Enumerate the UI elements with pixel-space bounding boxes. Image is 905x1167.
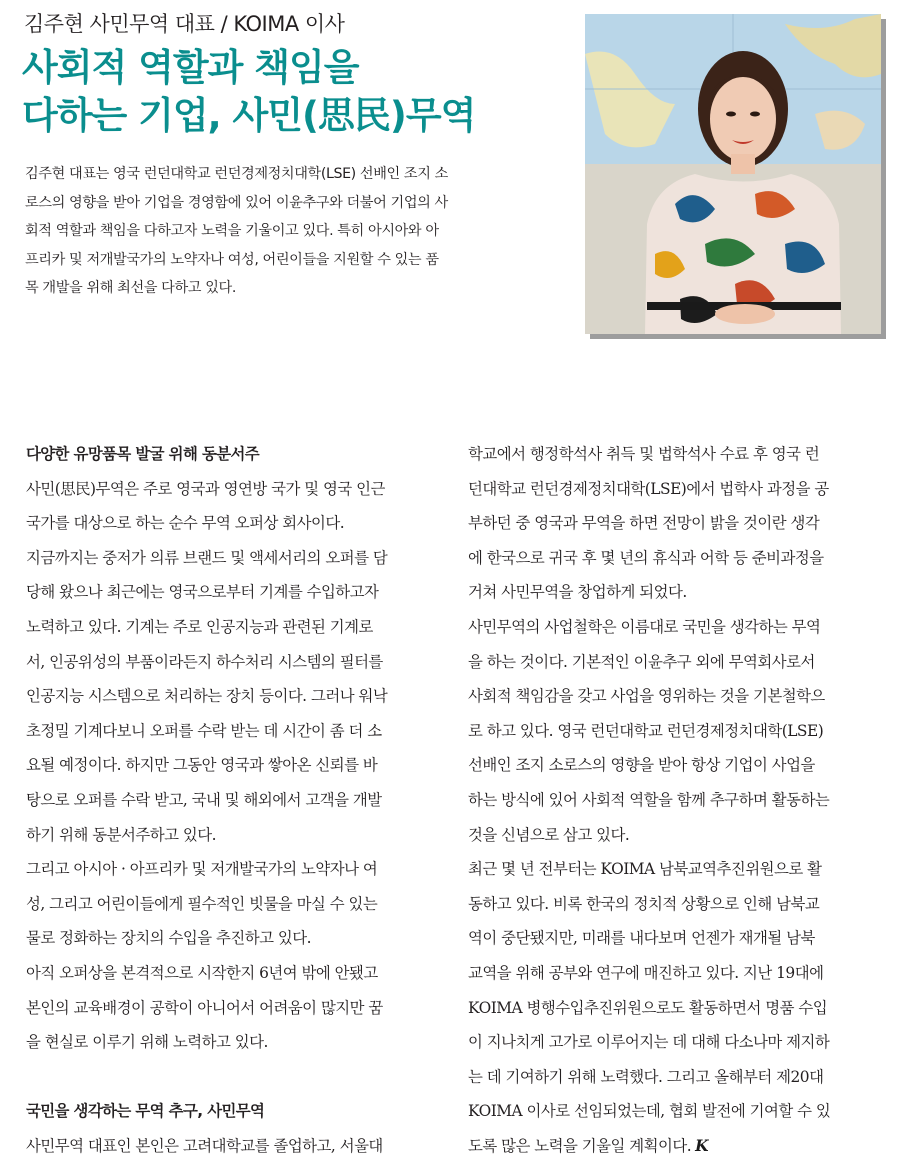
body-line: 서, 인공위성의 부품이라든지 하수처리 시스템의 필터를 xyxy=(26,652,383,671)
body-line: 최근 몇 년 전부터는 KOIMA 남북교역추진위원으로 활 xyxy=(468,860,822,879)
body-line: 본인의 교육배경이 공학이 아니어서 어려움이 많지만 꿈 xyxy=(26,998,383,1017)
body-line: 물로 정화하는 장치의 수입을 추진하고 있다. xyxy=(26,929,311,948)
body-line: 것을 신념으로 삼고 있다. xyxy=(468,825,630,844)
right-column xyxy=(468,437,888,1163)
body-line: 사민무역의 사업철학은 이름대로 국민을 생각하는 무역 xyxy=(468,617,821,636)
intro-paragraph xyxy=(25,160,475,303)
body-line: 동하고 있다. 비록 한국의 정치적 상황으로 인해 남북교 xyxy=(468,894,820,913)
intro-line: 목 개발을 위해 최선을 다하고 있다. xyxy=(25,280,236,297)
intro-line: 회적 역할과 책임을 다하고자 노력을 기울이고 있다. 특히 아시아와 아 xyxy=(25,223,439,240)
paragraph-gap xyxy=(26,1060,446,1095)
body-line: 을 현실로 이루기 위해 노력하고 있다. xyxy=(26,1033,268,1052)
body-line: 학교에서 행정학석사 취득 및 법학석사 수료 후 영국 런 xyxy=(468,445,820,463)
body-line: 성, 그리고 어린이들에게 필수적인 빗물을 마실 수 있는 xyxy=(26,894,378,913)
body-line: 당해 왔으나 최근에는 영국으로부터 기계를 수입하고자 xyxy=(26,583,379,602)
headline-line-2: 다하는 기업, 사민(思民)무역 xyxy=(22,94,476,137)
body-line: 을 하는 것이다. 기본적인 이윤추구 외에 무역회사로서 xyxy=(468,652,815,671)
body-line: 선배인 조지 소로스의 영향을 받아 항상 기업이 사업을 xyxy=(468,756,815,775)
portrait-photo xyxy=(585,14,881,334)
byline: 김주현 사민무역 대표 / KOIMA 이사 xyxy=(24,12,345,36)
body-line: 노력하고 있다. 기계는 주로 인공지능과 관련된 기계로 xyxy=(26,617,373,636)
section-heading: 국민을 생각하는 무역 추구, 사민무역 xyxy=(26,1102,265,1121)
intro-line: 김주현 대표는 영국 런던대학교 런던경제정치대학(LSE) 선배인 조지 소 xyxy=(25,166,448,182)
body-line: 역이 중단됐지만, 미래를 내다보며 언젠가 재개될 남북 xyxy=(468,929,815,948)
body-line: 아직 오퍼상을 본격적으로 시작한지 6년여 밖에 안됐고 xyxy=(26,963,378,982)
body-line: 는 데 기여하기 위해 노력했다. 그리고 올해부터 제20대 xyxy=(468,1067,824,1086)
body-line: 던대학교 런던경제정치대학(LSE)에서 법학사 과정을 공 xyxy=(468,479,829,498)
body-line-text: 도록 많은 노력을 기울일 계획이다. xyxy=(468,1136,692,1155)
body-line: 사민(思民)무역은 주로 영국과 영연방 국가 및 영국 인근 xyxy=(26,479,385,498)
intro-line: 로스의 영향을 받아 기업을 경영함에 있어 이윤추구와 더불어 기업의 사 xyxy=(25,194,448,211)
body-line: KOIMA 병행수입추진위원으로도 활동하면서 명품 수입 xyxy=(468,998,828,1017)
body-line: 인공지능 시스템으로 처리하는 장치 등이다. 그러나 워낙 xyxy=(26,687,388,706)
body-line: 하기 위해 동분서주하고 있다. xyxy=(26,825,216,844)
body-line: 하는 방식에 있어 사회적 역할을 함께 추구하며 활동하는 xyxy=(468,790,830,809)
headline-line-1: 사회적 역할과 책임을 xyxy=(22,46,359,89)
body-line: 이 지나치게 고가로 이루어지는 데 대해 다소나마 제지하 xyxy=(468,1033,830,1052)
end-mark-icon: K xyxy=(695,1136,708,1155)
intro-line: 프리카 및 저개발국가의 노약자나 여성, 어린이들을 지원할 수 있는 품 xyxy=(25,251,439,268)
body-line: 지금까지는 중저가 의류 브랜드 및 액세서리의 오퍼를 담 xyxy=(26,548,388,567)
headline xyxy=(22,44,562,140)
body-line: 로 하고 있다. 영국 런던대학교 런던경제정치대학(LSE) xyxy=(468,721,824,740)
body-line: 탕으로 오퍼를 수락 받고, 국내 및 해외에서 고객을 개발 xyxy=(26,790,382,809)
body-line: 거쳐 사민무역을 창업하게 되었다. xyxy=(468,583,687,602)
body-line: 국가를 대상으로 하는 순수 무역 오퍼상 회사이다. xyxy=(26,514,345,533)
body-line: 부하던 중 영국과 무역을 하면 전망이 밝을 것이란 생각 xyxy=(468,514,820,533)
body-line: 사민무역 대표인 본인은 고려대학교를 졸업하고, 서울대 xyxy=(26,1136,383,1155)
section-heading: 다양한 유망품목 발굴 위해 동분서주 xyxy=(26,445,260,463)
body-line: 교역을 위해 공부와 연구에 매진하고 있다. 지난 19대에 xyxy=(468,963,824,982)
left-column xyxy=(26,437,446,1163)
body-line: KOIMA 이사로 선임되었는데, 협회 발전에 기여할 수 있 xyxy=(468,1102,831,1121)
body-line-last xyxy=(468,1129,888,1164)
body-line: 사회적 책임감을 갖고 사업을 영위하는 것을 기본철학으 xyxy=(468,687,825,706)
body-line: 요될 예정이다. 하지만 그동안 영국과 쌓아온 신뢰를 바 xyxy=(26,756,378,775)
body-line: 에 한국으로 귀국 후 몇 년의 휴식과 어학 등 준비과정을 xyxy=(468,548,824,567)
body-line: 초정밀 기계다보니 오퍼를 수락 받는 데 시간이 좀 더 소 xyxy=(26,721,382,740)
body-line: 그리고 아시아 · 아프리카 및 저개발국가의 노약자나 여 xyxy=(26,860,378,879)
